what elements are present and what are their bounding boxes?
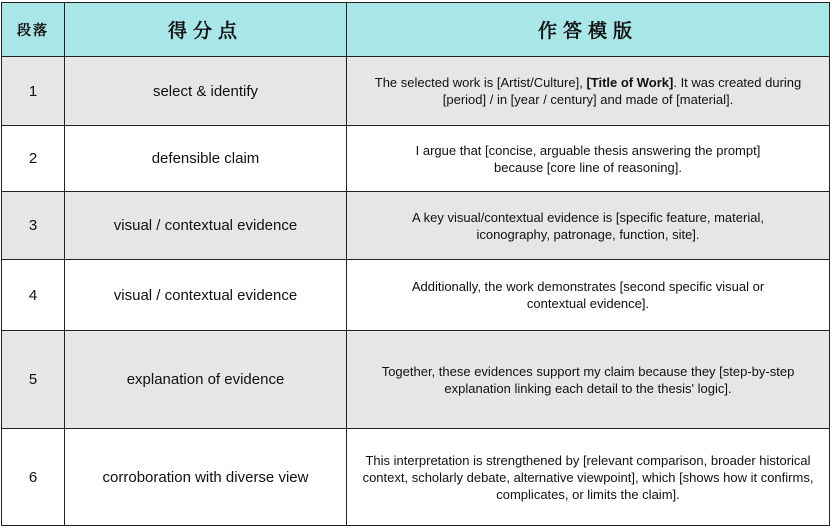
answer-template: A key visual/contextual evidence is [specific feature, material, iconography, patronage, function, site]. xyxy=(347,192,830,260)
answer-template xyxy=(347,57,830,126)
row-number: 6 xyxy=(2,429,65,526)
table-row xyxy=(2,331,830,429)
answer-template: I argue that [concise, arguable thesis answering the prompt] because [core line of reasoning]. xyxy=(347,126,830,192)
header-answer-template: 作答模版 xyxy=(347,3,830,57)
header-paragraph: 段落 xyxy=(2,3,65,57)
scoring-point: visual / contextual evidence xyxy=(65,192,347,260)
scoring-point: explanation of evidence xyxy=(65,331,347,429)
row-number: 1 xyxy=(2,57,65,126)
table-row xyxy=(2,260,830,331)
template-text: . It was created during [period] / in [year / century] and made of [material]. xyxy=(442,75,802,107)
table-row xyxy=(2,126,830,192)
answer-template: Together, these evidences support my claim because they [step-by-step explanation linking each detail to the thesis' logic]. xyxy=(347,331,830,429)
table-row xyxy=(2,429,830,526)
table-row xyxy=(2,192,830,260)
header-row xyxy=(2,3,830,57)
row-number: 4 xyxy=(2,260,65,331)
row-number: 5 xyxy=(2,331,65,429)
scoring-point: visual / contextual evidence xyxy=(65,260,347,331)
header-scoring-points: 得分点 xyxy=(65,3,347,57)
scoring-point: select & identify xyxy=(65,57,347,126)
row-number: 2 xyxy=(2,126,65,192)
scoring-point: corroboration with diverse view xyxy=(65,429,347,526)
row-number: 3 xyxy=(2,192,65,260)
scoring-point: defensible claim xyxy=(65,126,347,192)
template-text: The selected work is [Artist/Culture], xyxy=(374,75,587,90)
template-bold-text: [Title of Work] xyxy=(586,75,674,90)
answer-template: Additionally, the work demonstrates [second specific visual or contextual evidence]. xyxy=(347,260,830,331)
table-row xyxy=(2,57,830,126)
rubric-table xyxy=(1,2,830,526)
answer-template: This interpretation is strengthened by [relevant comparison, broader historical context, scholarly debate, alternative viewpoint], which [shows how it confirms, complicates, or limits the claim]. xyxy=(347,429,830,526)
